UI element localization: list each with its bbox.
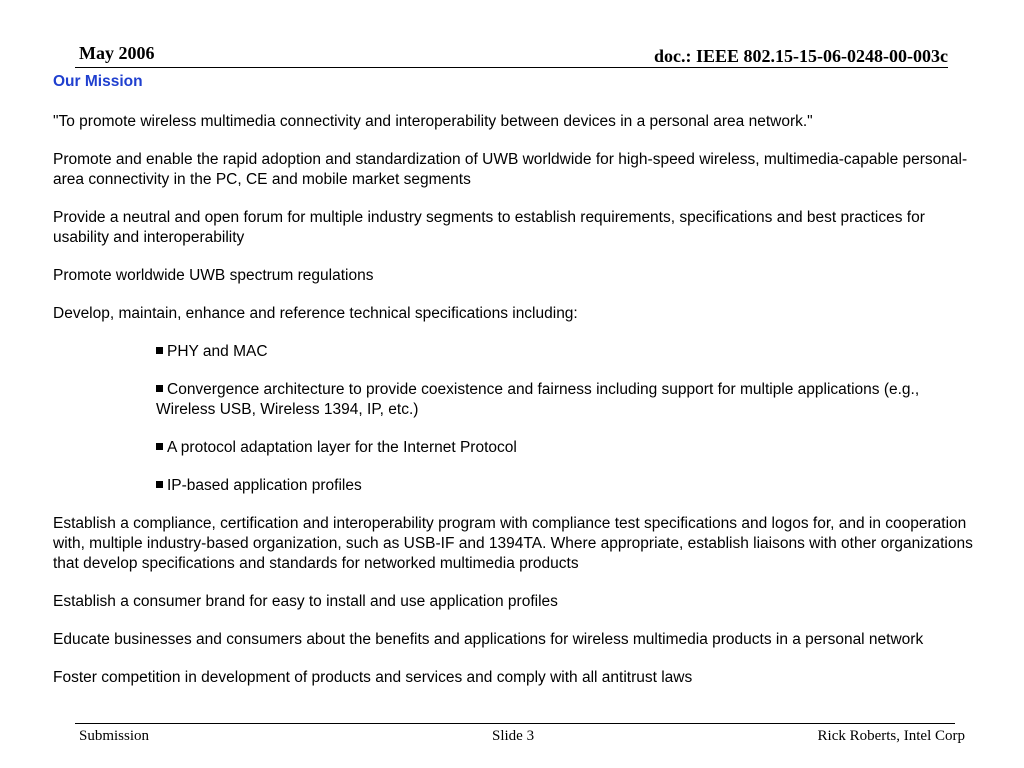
paragraph: Establish a compliance, certification and interoperability program with compliance test specifications and logos for, and in cooperation with, multiple industry-based organization, such as USB-IF and 1394TA. Where appropriate, establish liaisons with other organizations that develop specifications and standards for networked multimedia products <box>53 515 973 572</box>
slide-body <box>53 112 973 706</box>
bullet-text: Convergence architecture to provide coexistence and fairness including support for multiple applications (e.g., Wireless USB, Wireless 1394, IP, etc.) <box>156 381 920 418</box>
bullet-item <box>53 438 973 458</box>
bullet-text: A protocol adaptation layer for the Internet Protocol <box>167 439 517 456</box>
header-doc-id: doc.: IEEE 802.15-15-06-0248-00-003c <box>654 46 948 66</box>
header-divider <box>75 67 948 68</box>
square-bullet-icon <box>156 443 163 450</box>
paragraph: Establish a consumer brand for easy to install and use application profiles <box>53 593 558 610</box>
paragraph: Provide a neutral and open forum for multiple industry segments to establish requirements, specifications and best practices for usability and interoperability <box>53 209 925 246</box>
paragraph: Promote and enable the rapid adoption and standardization of UWB worldwide for high-speed wireless, multimedia-capable personal-area connectivity in the PC, CE and mobile market segments <box>53 151 968 188</box>
footer-author: Rick Roberts, Intel Corp <box>817 728 965 744</box>
bullet-item <box>53 476 973 496</box>
paragraph: Educate businesses and consumers about the benefits and applications for wireless multimedia products in a personal network <box>53 631 924 648</box>
bullet-text: IP-based application profiles <box>167 477 362 494</box>
bullet-item <box>53 380 973 420</box>
paragraph: "To promote wireless multimedia connectivity and interoperability between devices in a personal area network." <box>53 113 813 130</box>
square-bullet-icon <box>156 481 163 488</box>
footer-slide-number: Slide 3 <box>492 728 535 744</box>
bullet-item <box>53 342 973 362</box>
bullet-text: PHY and MAC <box>167 343 268 360</box>
square-bullet-icon <box>156 347 163 354</box>
paragraph: Foster competition in development of products and services and comply with all antitrust laws <box>53 669 693 686</box>
slide-title: Our Mission <box>53 73 143 90</box>
header-date: May 2006 <box>79 43 155 63</box>
paragraph: Develop, maintain, enhance and reference technical specifications including: <box>53 305 578 322</box>
footer-submission: Submission <box>79 728 150 744</box>
footer-divider <box>75 723 955 724</box>
paragraph: Promote worldwide UWB spectrum regulations <box>53 267 374 284</box>
square-bullet-icon <box>156 385 163 392</box>
